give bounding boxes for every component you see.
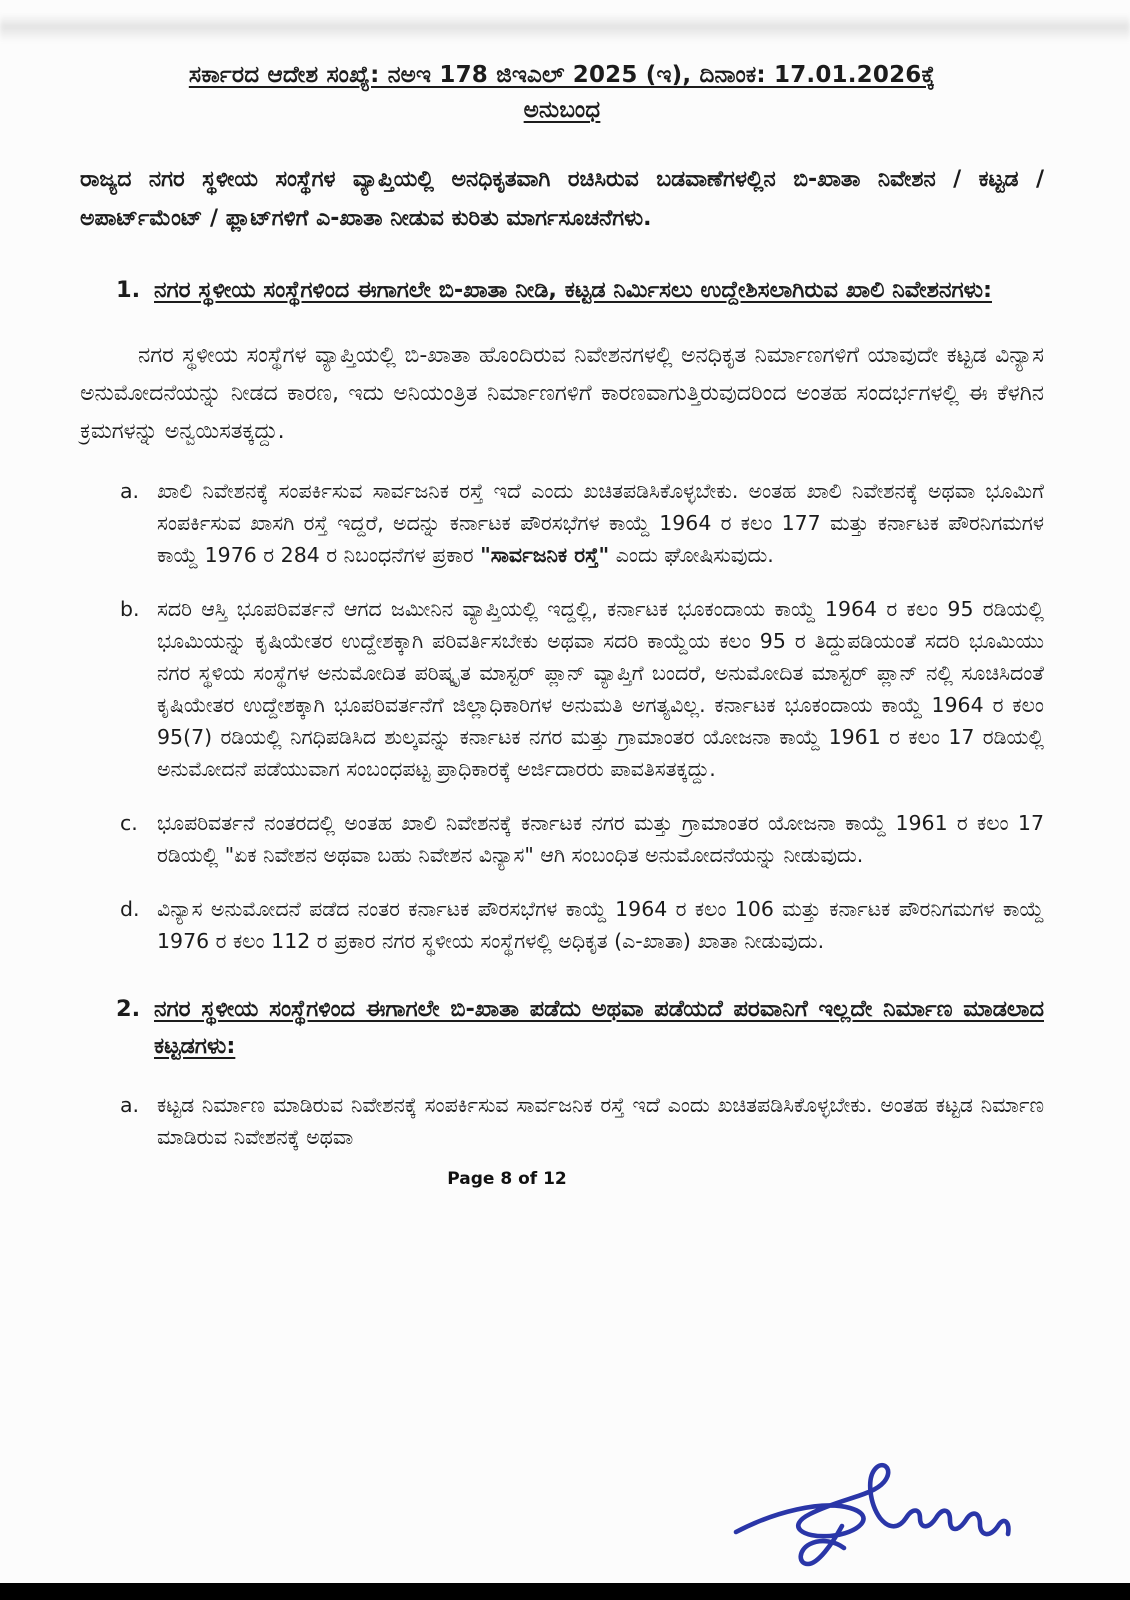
document-header <box>80 58 1044 128</box>
section-2 <box>80 991 1044 1153</box>
section-2-number: 2. <box>116 996 141 1022</box>
signature-ink <box>726 1456 1062 1578</box>
item-text-1a-pre: ಖಾಲಿ ನಿವೇಶನಕ್ಕೆ ಸಂಪರ್ಕಿಸುವ ಸಾರ್ವಜನಿಕ ರಸ್ತೆ ಇದೆ ಎಂದು ಖಚಿತಪಡಿಸಿಕೊಳ್ಳಬೇಕು. ಅಂತಹ ಖಾಲಿ ನಿವೇಶನಕ್ಕೆ ಅಥವಾ ಭೂಮಿಗೆ ಸಂಪರ್ಕಿಸುವ ಖಾಸಗಿ ರಸ್ತೆ ಇದ್ದರೆ, ಅದನ್ನು ಕರ್ನಾಟಕ ಪೌರಸಭೆಗಳ ಕಾಯ್ದೆ 1964 ರ ಕಲಂ 177 ಮತ್ತು ಕರ್ನಾಟಕ ಪೌರನಿಗಮಗಳ ಕಾಯ್ದೆ 1976 ರ 284 ರ ನಿಬಂಧನೆಗಳ ಪ್ರಕಾರ <box>157 479 1044 567</box>
list-item-1c <box>120 807 1044 871</box>
item-label-1c: c. <box>120 811 138 835</box>
section-1-items <box>80 475 1044 957</box>
item-text-1a <box>157 475 1044 571</box>
item-text-1a-post: ಎಂದು ಘೋಷಿಸುವುದು. <box>609 543 774 567</box>
item-label-1a: a. <box>120 479 140 503</box>
section-1-paragraph: ನಗರ ಸ್ಥಳೀಯ ಸಂಸ್ಥೆಗಳ ವ್ಯಾಪ್ತಿಯಲ್ಲಿ ಬಿ-ಖಾತಾ ಹೊಂದಿರುವ ನಿವೇಶನಗಳಲ್ಲಿ ಅನಧಿಕೃತ ನಿರ್ಮಾಣಗಳಿಗೆ ಯಾವುದೇ ಕಟ್ಟಡ ವಿನ್ಯಾಸ ಅನುಮೋದನೆಯನ್ನು ನೀಡದ ಕಾರಣ, ಇದು ಅನಿಯಂತ್ರಿತ ನಿರ್ಮಾಣಗಳಿಗೆ ಕಾರಣವಾಗುತ್ತಿರುವುದರಿಂದ ಅಂತಹ ಸಂದರ್ಭಗಳಲ್ಲಿ ಈ ಕೆಳಗಿನ ಕ್ರಮಗಳನ್ನು ಅನ್ವಯಿಸತಕ್ಕದ್ದು. <box>80 343 1044 444</box>
section-2-heading-row <box>80 991 1044 1065</box>
list-item-1a <box>120 475 1044 571</box>
section-1 <box>80 272 1044 957</box>
annexure-title: ಅನುಬಂಧ <box>523 97 601 123</box>
list-item-1b <box>120 593 1044 785</box>
order-number-line: ಸರ್ಕಾರದ ಆದೇಶ ಸಂಖ್ಯೆ: ನಅಇ 178 ಜಿಇಎಲ್ 2025 (ಇ), ದಿನಾಂಕ: 17.01.2026ಕ್ಕೆ <box>188 62 936 88</box>
item-label-2a: a. <box>120 1093 140 1117</box>
list-item-2a <box>120 1089 1044 1153</box>
scan-bottom-bar <box>0 1583 1130 1600</box>
signature-svg <box>726 1456 1062 1578</box>
item-text-1d: ವಿನ್ಯಾಸ ಅನುಮೋದನೆ ಪಡೆದ ನಂತರ ಕರ್ನಾಟಕ ಪೌರಸಭೆಗಳ ಕಾಯ್ದೆ 1964 ರ ಕಲಂ 106 ಮತ್ತು ಕರ್ನಾಟಕ ಪೌರನಿಗಮಗಳ ಕಾಯ್ದೆ 1976 ರ ಕಲಂ 112 ರ ಪ್ರಕಾರ ನಗರ ಸ್ಥಳೀಯ ಸಂಸ್ಥೆಗಳಲ್ಲಿ ಅಧಿಕೃತ (ಎ-ಖಾತಾ) ಖಾತಾ ನೀಡುವುದು. <box>157 897 1044 953</box>
section-1-heading: ನಗರ ಸ್ಥಳೀಯ ಸಂಸ್ಥೆಗಳಿಂದ ಈಗಾಗಲೇ ಬಿ-ಖಾತಾ ನೀಡಿ, ಕಟ್ಟಡ ನಿರ್ಮಿಸಲು ಉದ್ದೇಶಿಸಲಾಗಿರುವ ಖಾಲಿ ನಿವೇಶನಗಳು: <box>154 277 992 303</box>
item-text-1a-bold: "ಸಾರ್ವಜನಿಕ ರಸ್ತೆ" <box>480 543 610 567</box>
section-2-heading: ನಗರ ಸ್ಥಳೀಯ ಸಂಸ್ಥೆಗಳಿಂದ ಈಗಾಗಲೇ ಬಿ-ಖಾತಾ ಪಡೆದು ಅಥವಾ ಪಡೆಯದೆ ಪರವಾನಿಗೆ ಇಲ್ಲದೇ ನಿರ್ಮಾಣ ಮಾಡಲಾದ ಕಟ್ಟಡಗಳು: <box>154 996 1044 1059</box>
section-1-number: 1. <box>116 277 141 303</box>
intro-paragraph: ರಾಜ್ಯದ ನಗರ ಸ್ಥಳೀಯ ಸಂಸ್ಥೆಗಳ ವ್ಯಾಪ್ತಿಯಲ್ಲಿ ಅನಧಿಕೃತವಾಗಿ ರಚಿಸಿರುವ ಬಡವಾಣೆಗಳಲ್ಲಿನ ಬಿ-ಖಾತಾ ನಿವೇಶನ / ಕಟ್ಟಡ / ಅಪಾರ್ಟ್‌ಮೆಂಟ್ / ಫ್ಲಾಟ್‌ಗಳಿಗೆ ಎ-ಖಾತಾ ನೀಡುವ ಕುರಿತು ಮಾರ್ಗಸೂಚನೆಗಳು. <box>80 167 1044 231</box>
item-text-2a: ಕಟ್ಟಡ ನಿರ್ಮಾಣ ಮಾಡಿರುವ ನಿವೇಶನಕ್ಕೆ ಸಂಪರ್ಕಿಸುವ ಸಾರ್ವಜನಿಕ ರಸ್ತೆ ಇದೆ ಎಂದು ಖಚಿತಪಡಿಸಿಕೊಳ್ಳಬೇಕು. ಅಂತಹ ಕಟ್ಟಡ ನಿರ್ಮಾಣ ಮಾಡಿರುವ ನಿವೇಶನಕ್ಕೆ ಅಥವಾ <box>157 1093 1044 1149</box>
item-text-1c: ಭೂಪರಿವರ್ತನೆ ನಂತರದಲ್ಲಿ ಅಂತಹ ಖಾಲಿ ನಿವೇಶನಕ್ಕೆ ಕರ್ನಾಟಕ ನಗರ ಮತ್ತು ಗ್ರಾಮಾಂತರ ಯೋಜನಾ ಕಾಯ್ದೆ 1961 ರ ಕಲಂ 17 ರಡಿಯಲ್ಲಿ "ಏಕ ನಿವೇಶನ ಅಥವಾ ಬಹು ನಿವೇಶನ ವಿನ್ಯಾಸ" ಆಗಿ ಸಂಬಂಧಿತ ಅನುಮೋದನೆಯನ್ನು ನೀಡುವುದು. <box>157 811 1044 867</box>
item-text-1b: ಸದರಿ ಆಸ್ತಿ ಭೂಪರಿವರ್ತನೆ ಆಗದ ಜಮೀನಿನ ವ್ಯಾಪ್ತಿಯಲ್ಲಿ ಇದ್ದಲ್ಲಿ, ಕರ್ನಾಟಕ ಭೂಕಂದಾಯ ಕಾಯ್ದೆ 1964 ರ ಕಲಂ 95 ರಡಿಯಲ್ಲಿ ಭೂಮಿಯನ್ನು ಕೃಷಿಯೇತರ ಉದ್ದೇಶಕ್ಕಾಗಿ ಪರಿವರ್ತಿಸಬೇಕು ಅಥವಾ ಸದರಿ ಕಾಯ್ದೆಯ ಕಲಂ 95 ರ ತಿದ್ದುಪಡಿಯಂತೆ ಸದರಿ ಭೂಮಿಯು ನಗರ ಸ್ಥಳಿಯ ಸಂಸ್ಥೆಗಳ ಅನುಮೋದಿತ ಪರಿಷ್ಕೃತ ಮಾಸ್ಟರ್ ಪ್ಲಾನ್ ವ್ಯಾಪ್ತಿಗೆ ಬಂದರೆ, ಅನುಮೋದಿತ ಮಾಸ್ಟರ್ ಪ್ಲಾನ್ ನಲ್ಲಿ ಸೂಚಿಸಿದಂತೆ ಕೃಷಿಯೇತರ ಉದ್ದೇಶಕ್ಕಾಗಿ ಭೂಪರಿವರ್ತನೆಗೆ ಜಿಲ್ಲಾಧಿಕಾರಿಗಳ ಅನುಮತಿ ಅಗತ್ಯವಿಲ್ಲ. ಕರ್ನಾಟಕ ಭೂಕಂದಾಯ ಕಾಯ್ದೆ 1964 ರ ಕಲಂ 95(7) ರಡಿಯಲ್ಲಿ ನಿಗಧಿಪಡಿಸಿದ ಶುಲ್ಕವನ್ನು ಕರ್ನಾಟಕ ನಗರ ಮತ್ತು ಗ್ರಾಮಾಂತರ ಯೋಜನಾ ಕಾಯ್ದೆ 1961 ರ ಕಲಂ 17 ರಡಿಯಲ್ಲಿ ಅನುಮೋದನೆ ಪಡೆಯುವಾಗ ಸಂಬಂಧಪಟ್ಟ ಪ್ರಾಧಿಕಾರಕ್ಕೆ ಅರ್ಜಿದಾರರು ಪಾವತಿಸತಕ್ಕದ್ದು. <box>157 597 1044 781</box>
section-2-items <box>80 1089 1044 1153</box>
item-label-1d: d. <box>120 897 140 921</box>
list-item-1d <box>120 893 1044 957</box>
section-1-heading-row <box>80 272 1044 309</box>
item-label-1b: b. <box>120 597 140 621</box>
page-number-label: Page 8 of 12 <box>447 1169 567 1189</box>
